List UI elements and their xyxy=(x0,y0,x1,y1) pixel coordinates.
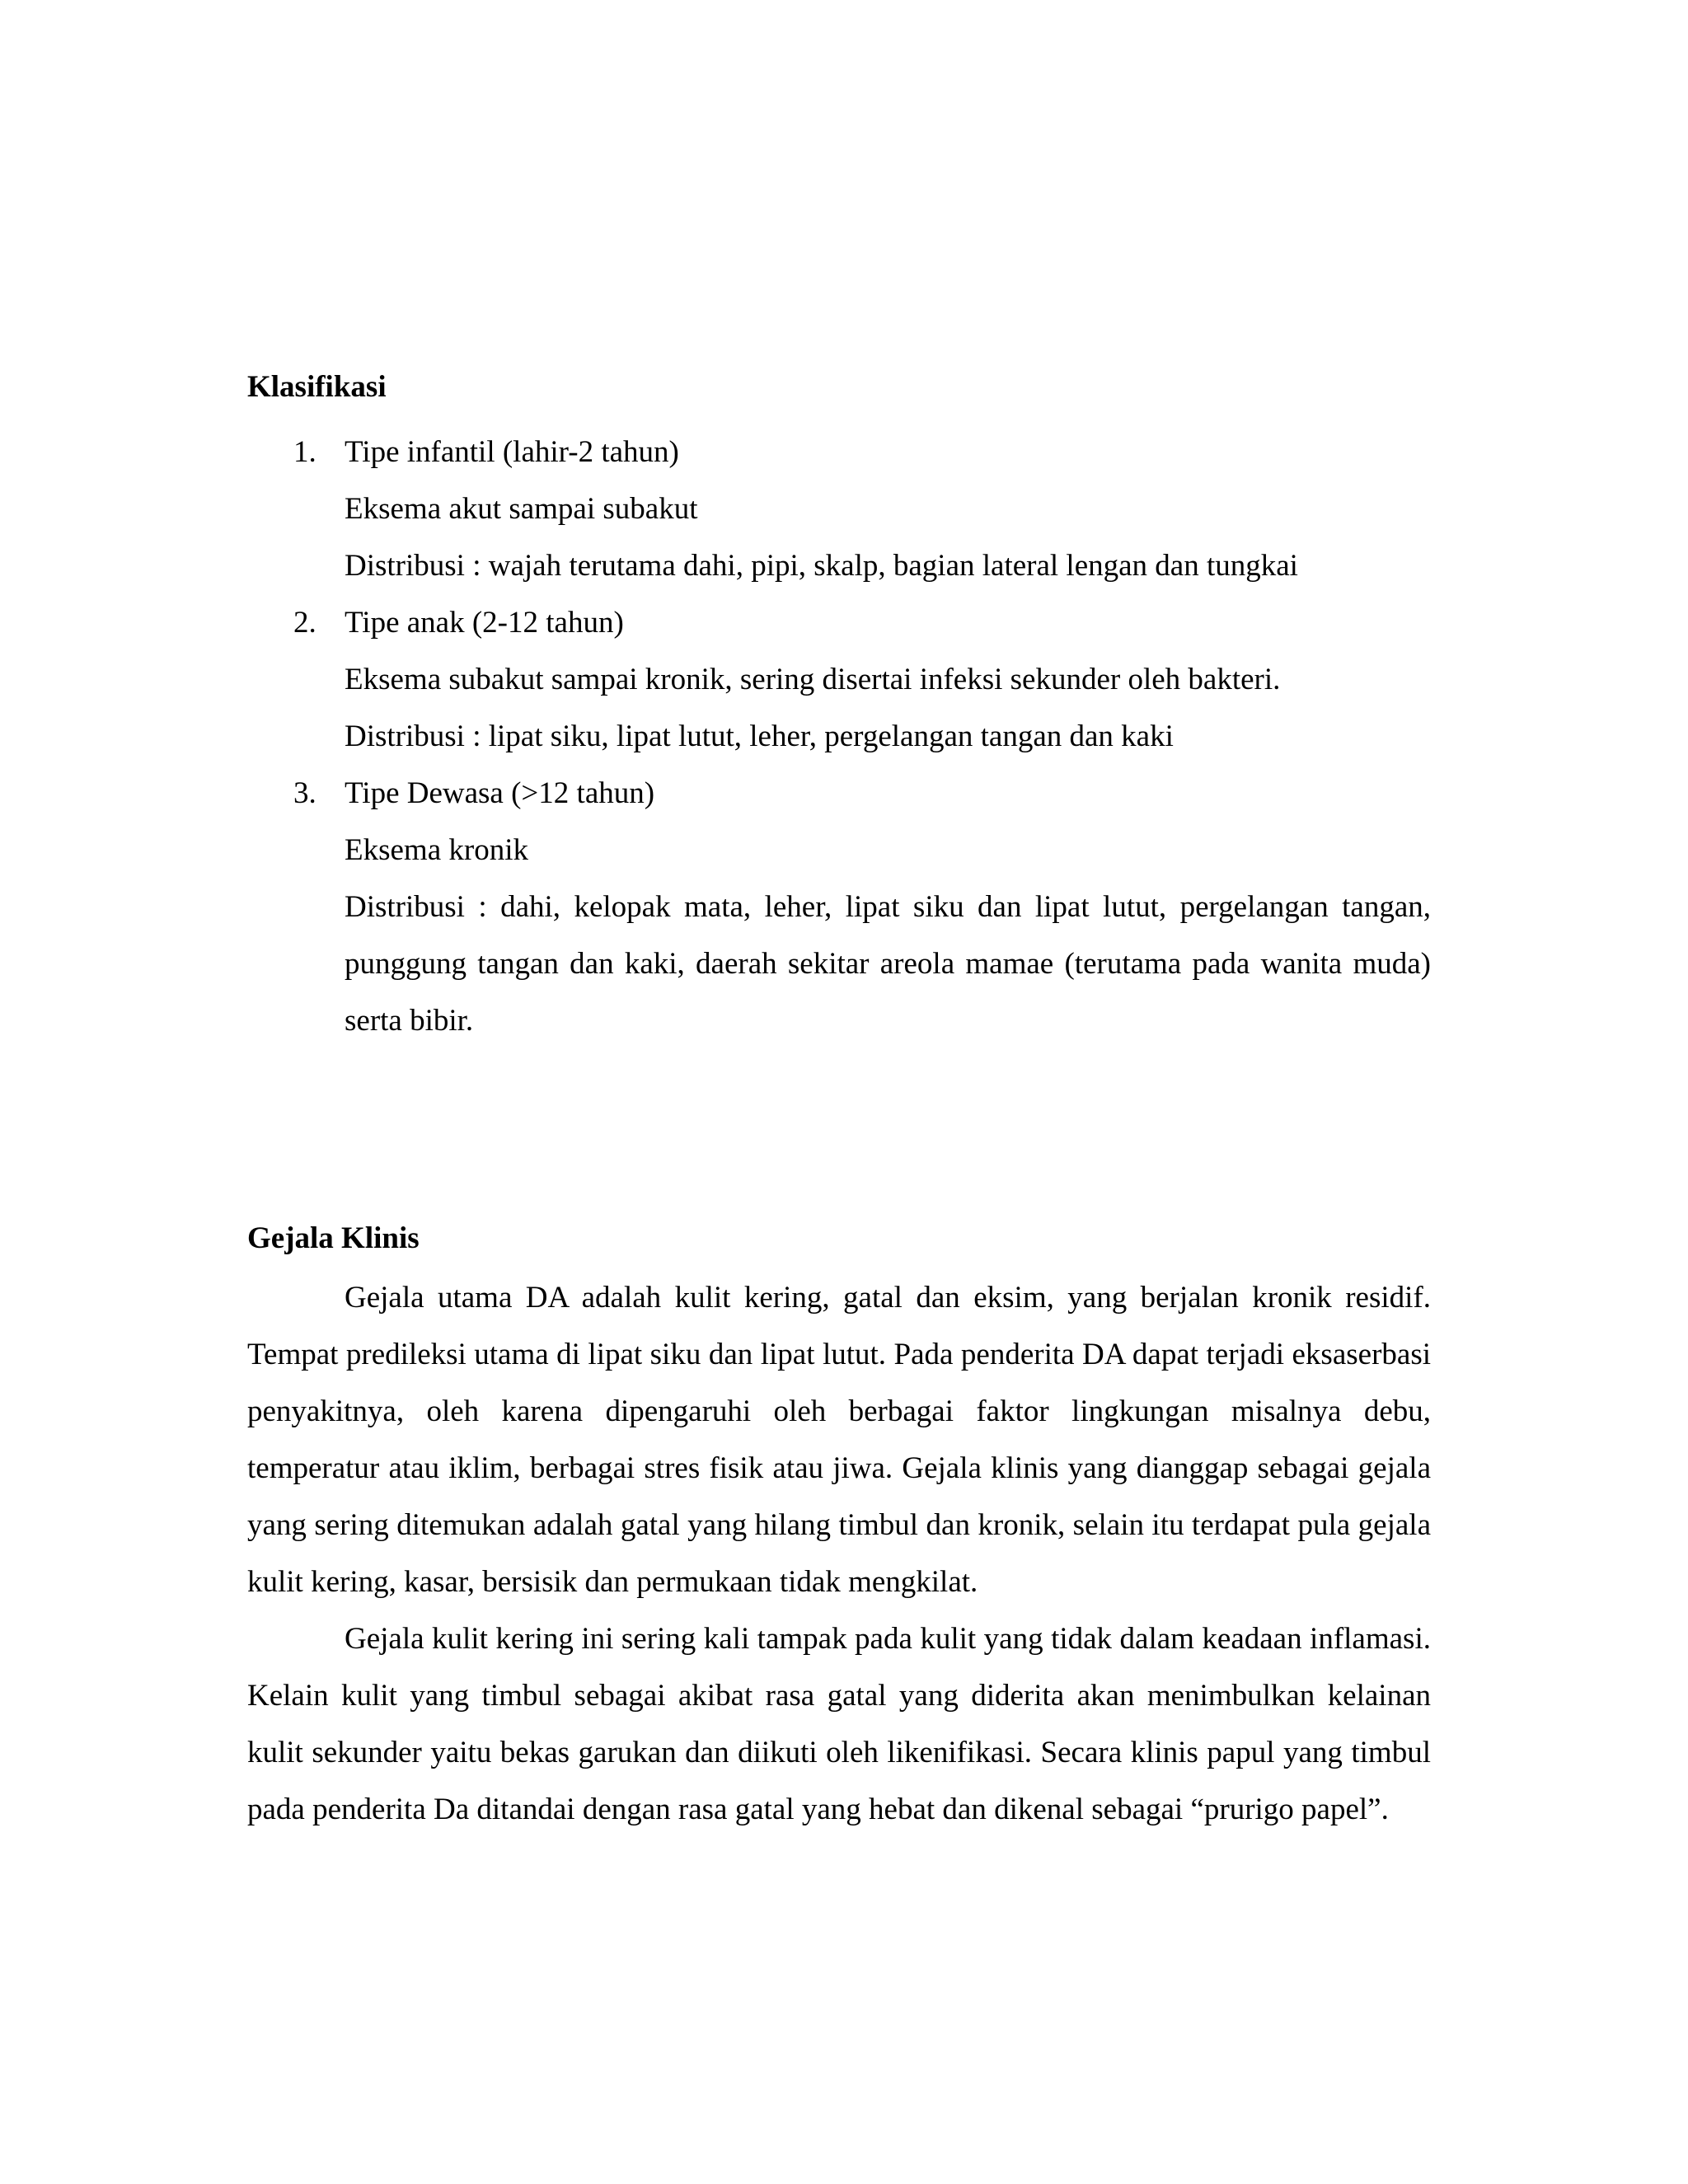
list-item-title: Tipe anak (2-12 tahun) xyxy=(345,606,624,640)
list-item-title: Tipe infantil (lahir-2 tahun) xyxy=(345,435,679,469)
list-item-eksema: Eksema akut sampai subakut xyxy=(345,492,698,526)
list-item-eksema: Eksema subakut sampai kronik, sering disertai infeksi sekunder oleh bakteri. xyxy=(345,663,1281,696)
list-item xyxy=(247,765,1431,1049)
list-item xyxy=(247,424,1431,594)
list-item-eksema: Eksema kronik xyxy=(345,833,528,867)
list-item xyxy=(247,594,1431,765)
klasifikasi-list xyxy=(247,424,1431,1049)
list-item-number: 3. xyxy=(293,776,316,810)
section-heading-gejala-klinis: Gejala Klinis xyxy=(247,1221,420,1255)
section-heading-klasifikasi: Klasifikasi xyxy=(247,370,387,404)
list-item-distribusi: Distribusi : wajah terutama dahi, pipi, skalp, bagian lateral lengan dan tungkai xyxy=(345,549,1298,583)
list-item-number: 2. xyxy=(293,606,316,640)
list-item-distribusi: Distribusi : dahi, kelopak mata, leher, lipat siku dan lipat lutut, pergelangan tangan, punggung tangan dan kaki, daerah sekitar areola mamae (terutama pada wanita muda) serta bibir. xyxy=(345,890,1431,1038)
body-paragraph: Gejala kulit kering ini sering kali tampak pada kulit yang tidak dalam keadaan inflamasi. Kelain kulit yang timbul sebagai akibat rasa gatal yang diderita akan menimbulkan kelainan kulit sekunder yaitu bekas garukan dan diikuti oleh likenifikasi. Secara klinis papul yang timbul pada penderita Da ditandai dengan rasa gatal yang hebat dan dikenal sebagai “prurigo papel”. xyxy=(247,1622,1431,1826)
list-item-distribusi: Distribusi : lipat siku, lipat lutut, leher, pergelangan tangan dan kaki xyxy=(345,719,1174,753)
body-paragraph: Gejala utama DA adalah kulit kering, gatal dan eksim, yang berjalan kronik residif. Tempat predileksi utama di lipat siku dan lipat lutut. Pada penderita DA dapat terjadi eksaserbasi penyakitnya, oleh karena dipengaruhi oleh berbagai faktor lingkungan misalnya debu, temperatur atau iklim, berbagai stres fisik atau jiwa. Gejala klinis yang dianggap sebagai gejala yang sering ditemukan adalah gatal yang hilang timbul dan kronik, selain itu terdapat pula gejala kulit kering, kasar, bersisik dan permukaan tidak mengkilat. xyxy=(247,1281,1431,1599)
list-item-title: Tipe Dewasa (>12 tahun) xyxy=(345,776,655,810)
gejala-klinis-body xyxy=(247,1269,1431,1838)
list-item-number: 1. xyxy=(293,435,316,469)
